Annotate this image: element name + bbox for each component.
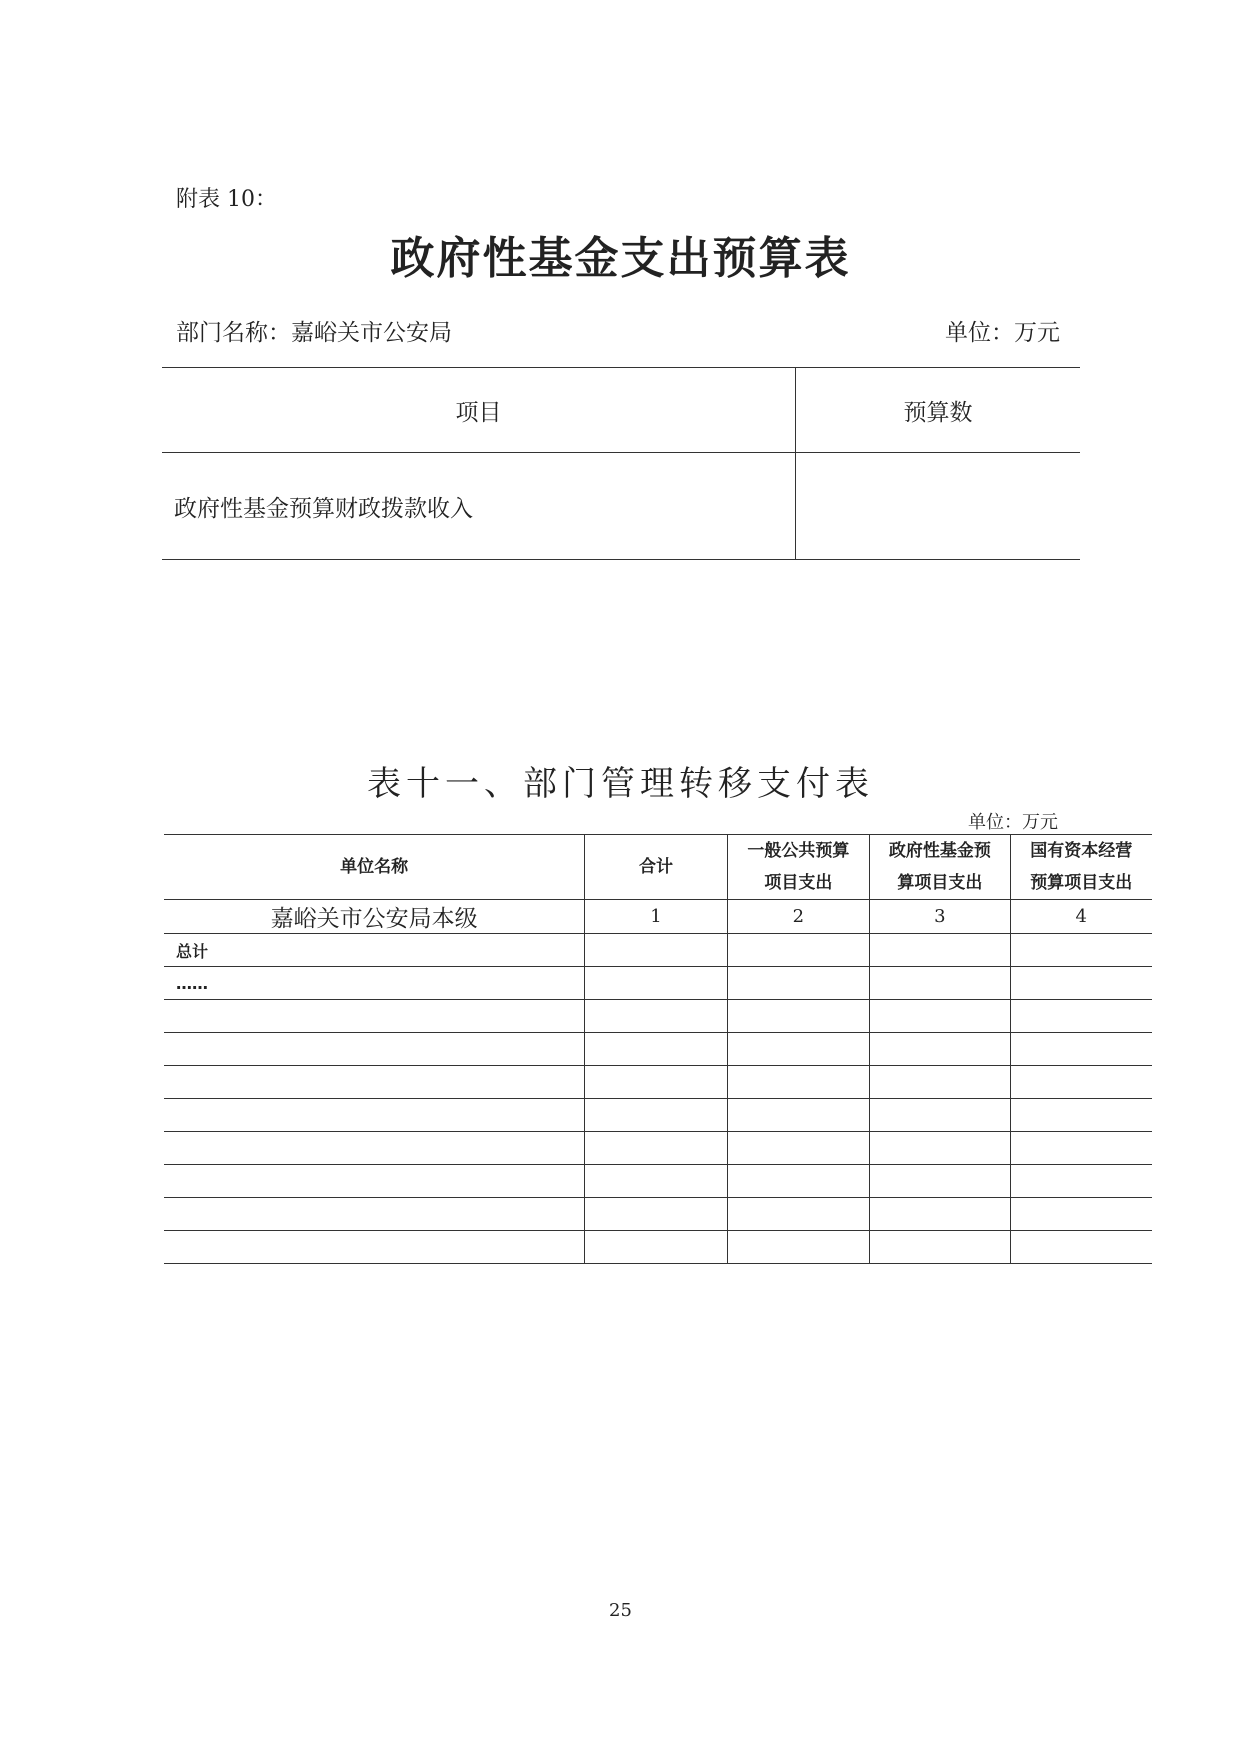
page-number: 25: [609, 1600, 632, 1621]
table-cell: [1010, 1132, 1152, 1165]
table-cell: [164, 1099, 585, 1132]
table-cell: [585, 967, 727, 1000]
table-cell: [727, 1198, 869, 1231]
header-unit-name: 单位名称: [164, 835, 585, 900]
index-cell: 4: [1010, 900, 1152, 934]
header-general-line2: 项目支出: [764, 873, 833, 893]
table-cell: [164, 1198, 585, 1231]
index-row: [164, 900, 1152, 934]
table-row: [164, 1198, 1152, 1231]
table-row: [164, 1033, 1152, 1066]
table-cell: [164, 1066, 585, 1099]
table-row: [164, 1165, 1152, 1198]
header-state-line1: 国有资本经营: [1030, 841, 1133, 861]
table-cell: [870, 1099, 1010, 1132]
table-cell: [727, 1132, 869, 1165]
index-cell: 2: [727, 900, 869, 934]
table-cell: [727, 1033, 869, 1066]
table-cell: [1010, 1033, 1152, 1066]
header-gov-fund: [870, 835, 1010, 900]
table-row: [164, 1132, 1152, 1165]
table-cell: [870, 934, 1010, 967]
table-cell: [1010, 1198, 1152, 1231]
table-row: [164, 1099, 1152, 1132]
table-cell: [870, 1231, 1010, 1264]
index-cell: 1: [585, 900, 727, 934]
table-cell: [870, 1000, 1010, 1033]
table-cell: [585, 1132, 727, 1165]
table-cell: [164, 1033, 585, 1066]
section-title: 表十一、部门管理转移支付表: [367, 764, 874, 804]
table-cell: [727, 1099, 869, 1132]
table-cell: [585, 1231, 727, 1264]
header-state-capital: [1010, 835, 1152, 900]
table-cell: [870, 1198, 1010, 1231]
table-cell: [1010, 1000, 1152, 1033]
table-cell: [1010, 934, 1152, 967]
table-cell: [727, 1066, 869, 1099]
header-amount: 预算数: [796, 368, 1081, 453]
table-cell: [727, 967, 869, 1000]
table-cell: [1010, 1231, 1152, 1264]
table-cell: [870, 967, 1010, 1000]
table-cell: [164, 1000, 585, 1033]
table-cell: [164, 1231, 585, 1264]
table-cell: [164, 1165, 585, 1198]
table-cell: [585, 1099, 727, 1132]
table-row: [164, 1000, 1152, 1033]
table-row: [164, 1231, 1152, 1264]
ellipsis-row: [164, 967, 1152, 1000]
table-cell: [164, 1132, 585, 1165]
transfer-payment-table: [164, 834, 1152, 1264]
table-header-row: [164, 835, 1152, 900]
header-general-line1: 一般公共预算: [747, 841, 850, 861]
page-title: 政府性基金支出预算表: [390, 233, 851, 284]
header-fund-line1: 政府性基金预: [888, 841, 991, 861]
ellipsis-label: ……: [164, 967, 585, 1000]
table-cell: [1010, 967, 1152, 1000]
table-cell: [727, 1165, 869, 1198]
unit-name-cell: 嘉峪关市公安局本级: [164, 900, 585, 934]
appendix-label: 附表 10：: [176, 187, 277, 212]
header-item: 项目: [162, 368, 796, 453]
header-fund-line2: 算项目支出: [897, 873, 983, 893]
table-cell: [727, 1231, 869, 1264]
index-cell: 3: [870, 900, 1010, 934]
fund-budget-table: [162, 367, 1080, 560]
total-label: 总计: [164, 934, 585, 967]
table-cell: [585, 1165, 727, 1198]
table-cell: [1010, 1099, 1152, 1132]
unit-label: 单位：万元: [945, 320, 1060, 346]
table-cell: [870, 1165, 1010, 1198]
table-cell: [870, 1132, 1010, 1165]
department-name: 部门名称：嘉峪关市公安局: [176, 320, 452, 346]
table-row: [164, 1066, 1152, 1099]
table-cell: [585, 1066, 727, 1099]
total-row: [164, 934, 1152, 967]
table-cell: [1010, 1066, 1152, 1099]
table-cell: [870, 1033, 1010, 1066]
table-cell: [727, 934, 869, 967]
table-cell: [585, 1198, 727, 1231]
table-cell: [585, 1000, 727, 1033]
table-header-row: [162, 368, 1080, 453]
table-row: [162, 453, 1080, 560]
table-cell: [727, 1000, 869, 1033]
header-total: 合计: [585, 835, 727, 900]
row-item: 政府性基金预算财政拨款收入: [162, 453, 796, 560]
header-state-line2: 预算项目支出: [1030, 873, 1133, 893]
header-general-budget: [727, 835, 869, 900]
table-cell: [870, 1066, 1010, 1099]
table-cell: [585, 1033, 727, 1066]
table-cell: [585, 934, 727, 967]
unit-label-2: 单位：万元: [968, 812, 1058, 833]
row-amount: [796, 453, 1081, 560]
table-cell: [1010, 1165, 1152, 1198]
